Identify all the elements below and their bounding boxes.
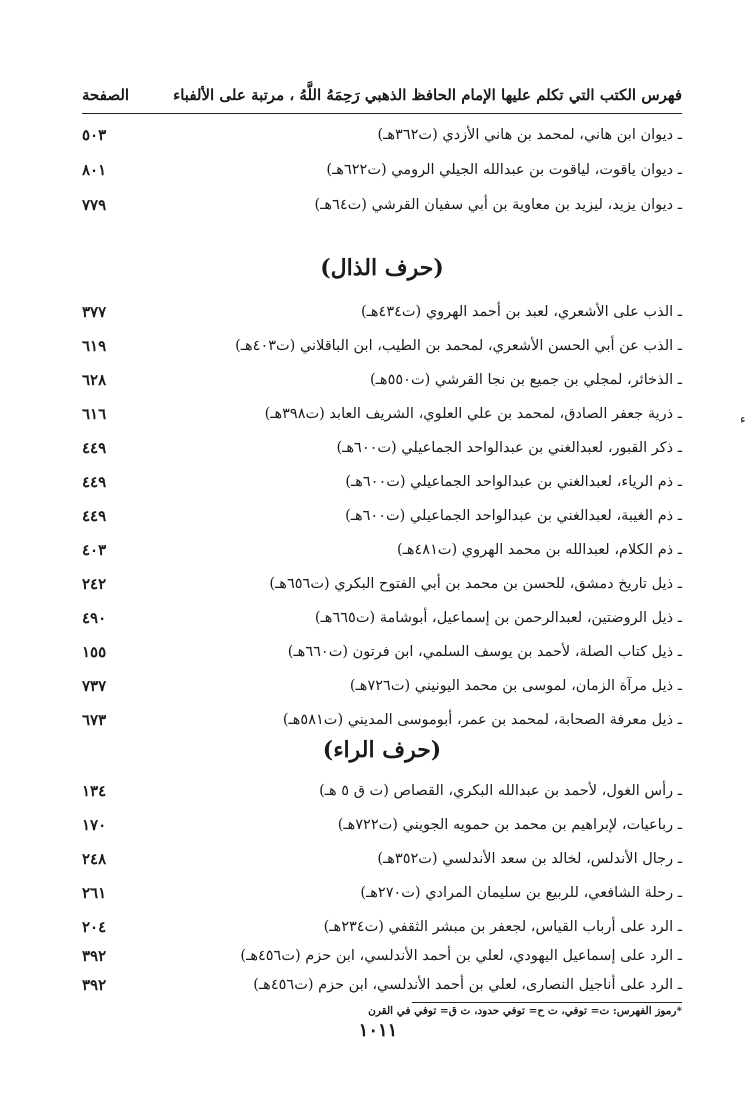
entry-page: ٤٤٩ bbox=[82, 439, 107, 457]
entry-title: ـ الرد على أرباب القياس، لجعفر بن مبشر الثقفي (ت٢٣٤هـ) bbox=[323, 919, 682, 935]
entry-page: ٢٦١ bbox=[82, 884, 107, 902]
entry-page: ٤٩٠ bbox=[82, 609, 107, 627]
entry-page: ١٥٥ bbox=[82, 643, 107, 661]
section-title-dhal: (حرف الذال) bbox=[320, 255, 444, 281]
index-entry bbox=[82, 299, 682, 325]
margin-mark: ء bbox=[740, 412, 746, 426]
entry-page: ٦٢٨ bbox=[82, 371, 107, 389]
index-entry bbox=[82, 571, 682, 597]
index-entry bbox=[82, 914, 682, 940]
entry-page: ١٣٤ bbox=[82, 782, 107, 800]
index-entry bbox=[82, 367, 682, 393]
entry-title: ـ الذب عن أبي الحسن الأشعري، لمحمد بن الطيب، ابن الباقلاني (ت٤٠٣هـ) bbox=[235, 338, 682, 354]
index-entry bbox=[82, 537, 682, 563]
index-entry bbox=[82, 469, 682, 495]
index-entry bbox=[82, 333, 682, 359]
entry-title: ـ ديوان ابن هاني، لمحمد بن هاني الأزدي (ت٣٦٢هـ) bbox=[377, 127, 682, 143]
entry-title: ـ ذكر القبور، لعبدالغني بن عبدالواحد الجماعيلي (ت٦٠٠هـ) bbox=[336, 440, 682, 456]
entry-title: ـ ذيل كتاب الصلة، لأحمد بن يوسف السلمي، ابن فرتون (ت٦٦٠هـ) bbox=[287, 644, 682, 660]
index-entry bbox=[82, 778, 682, 804]
entry-page: ٦٧٣ bbox=[82, 711, 107, 729]
index-entry bbox=[82, 972, 682, 998]
footnote-rule bbox=[412, 1002, 682, 1003]
entry-page: ٣٩٢ bbox=[82, 976, 107, 994]
entry-title: ـ ديوان ياقوت، لياقوت بن عبدالله الجيلي الرومي (ت٦٢٢هـ) bbox=[326, 162, 682, 178]
index-entry bbox=[82, 605, 682, 631]
index-entry bbox=[82, 122, 682, 148]
index-entry bbox=[82, 880, 682, 906]
entry-title: ـ ذيل تاريخ دمشق، للحسن بن محمد بن أبي الفتوح البكري (ت٦٥٦هـ) bbox=[269, 576, 682, 592]
index-entry bbox=[82, 943, 682, 969]
entry-title: ـ الرد على إسماعيل اليهودي، لعلي بن أحمد الأندلسي، ابن حزم (ت٤٥٦هـ) bbox=[240, 948, 682, 964]
entry-page: ٧٧٩ bbox=[82, 196, 107, 214]
index-entry bbox=[82, 157, 682, 183]
entry-title: ـ رحلة الشافعي، للربيع بن سليمان المرادي (ت٢٧٠هـ) bbox=[360, 885, 682, 901]
index-entry bbox=[82, 192, 682, 218]
entry-page: ٧٣٧ bbox=[82, 677, 107, 695]
entry-page: ٤٠٣ bbox=[82, 541, 107, 559]
index-entry bbox=[82, 707, 682, 733]
entry-title: ـ الذخائر، لمجلي بن جميع بن نجا القرشي (ت٥٥٠هـ) bbox=[370, 372, 682, 388]
entry-page: ٢٠٤ bbox=[82, 918, 107, 936]
entry-page: ٦١٩ bbox=[82, 337, 107, 355]
entry-page: ٢٤٢ bbox=[82, 575, 107, 593]
entry-title: ـ الذب على الأشعري، لعبد بن أحمد الهروي (ت٤٣٤هـ) bbox=[360, 304, 682, 320]
entry-page: ١٧٠ bbox=[82, 816, 107, 834]
index-entry bbox=[82, 846, 682, 872]
page-header bbox=[82, 82, 682, 108]
entry-title: ـ ذيل معرفة الصحابة، لمحمد بن عمر، أبوموسى المديني (ت٥٨١هـ) bbox=[282, 712, 682, 728]
entry-page: ٦١٦ bbox=[82, 405, 107, 423]
entry-page: ٨٠١ bbox=[82, 161, 107, 179]
index-entry bbox=[82, 401, 682, 427]
entry-title: ـ رباعيات، لإبراهيم بن محمد بن حمويه الجويني (ت٧٢٢هـ) bbox=[337, 817, 682, 833]
entry-page: ٣٩٢ bbox=[82, 947, 107, 965]
entry-page: ٣٧٧ bbox=[82, 303, 107, 321]
entry-title: ـ ذم الرياء، لعبدالغني بن عبدالواحد الجماعيلي (ت٦٠٠هـ) bbox=[345, 474, 682, 490]
entry-title: ـ ذيل مرآة الزمان، لموسى بن محمد اليونيني (ت٧٢٦هـ) bbox=[349, 678, 682, 694]
entry-title: ـ الرد على أناجيل النصارى، لعلي بن أحمد الأندلسي، ابن حزم (ت٤٥٦هـ) bbox=[253, 977, 682, 993]
entry-title: ـ ذم الغيبة، لعبدالغني بن عبدالواحد الجماعيلي (ت٦٠٠هـ) bbox=[345, 508, 682, 524]
section-title-ra: (حرف الراء) bbox=[322, 737, 442, 763]
entry-page: ٤٤٩ bbox=[82, 507, 107, 525]
entry-page: ٤٤٩ bbox=[82, 473, 107, 491]
entry-title: ـ ذيل الروضتين، لعبدالرحمن بن إسماعيل، أبوشامة (ت٦٦٥هـ) bbox=[314, 610, 682, 626]
entry-page: ٥٠٣ bbox=[82, 126, 107, 144]
entry-title: ـ ديوان يزيد، ليزيد بن معاوية بن أبي سفيان القرشي (ت٦٤هـ) bbox=[314, 197, 682, 213]
index-entry bbox=[82, 503, 682, 529]
entry-page: ٢٤٨ bbox=[82, 850, 107, 868]
index-entry bbox=[82, 639, 682, 665]
header-rule bbox=[82, 113, 682, 114]
footnote: *رموز الفهرس: ت= توفي، ت ح= توفي حدود، ت ق= توفي في القرن bbox=[368, 1005, 682, 1017]
index-entry bbox=[82, 435, 682, 461]
index-entry bbox=[82, 812, 682, 838]
header-title: فهرس الكتب التي تكلم عليها الإمام الحافظ الذهبي رَحِمَهُ اللَّهُ ، مرتبة على الألفباء bbox=[173, 86, 682, 104]
entry-title: ـ ذم الكلام، لعبدالله بن محمد الهروي (ت٤٨١هـ) bbox=[396, 542, 682, 558]
entry-title: ـ رجال الأندلس، لخالد بن سعد الأندلسي (ت٣٥٢هـ) bbox=[377, 851, 682, 867]
page-number: ١٠١١ bbox=[358, 1020, 398, 1041]
index-entry bbox=[82, 673, 682, 699]
header-page-column: الصفحة bbox=[82, 86, 130, 104]
entry-title: ـ ذرية جعفر الصادق، لمحمد بن علي العلوي، الشريف العابد (ت٣٩٨هـ) bbox=[264, 406, 682, 422]
entry-title: ـ رأس الغول، لأحمد بن عبدالله البكري، القصاص (ت ق ٥ هـ) bbox=[319, 783, 682, 799]
